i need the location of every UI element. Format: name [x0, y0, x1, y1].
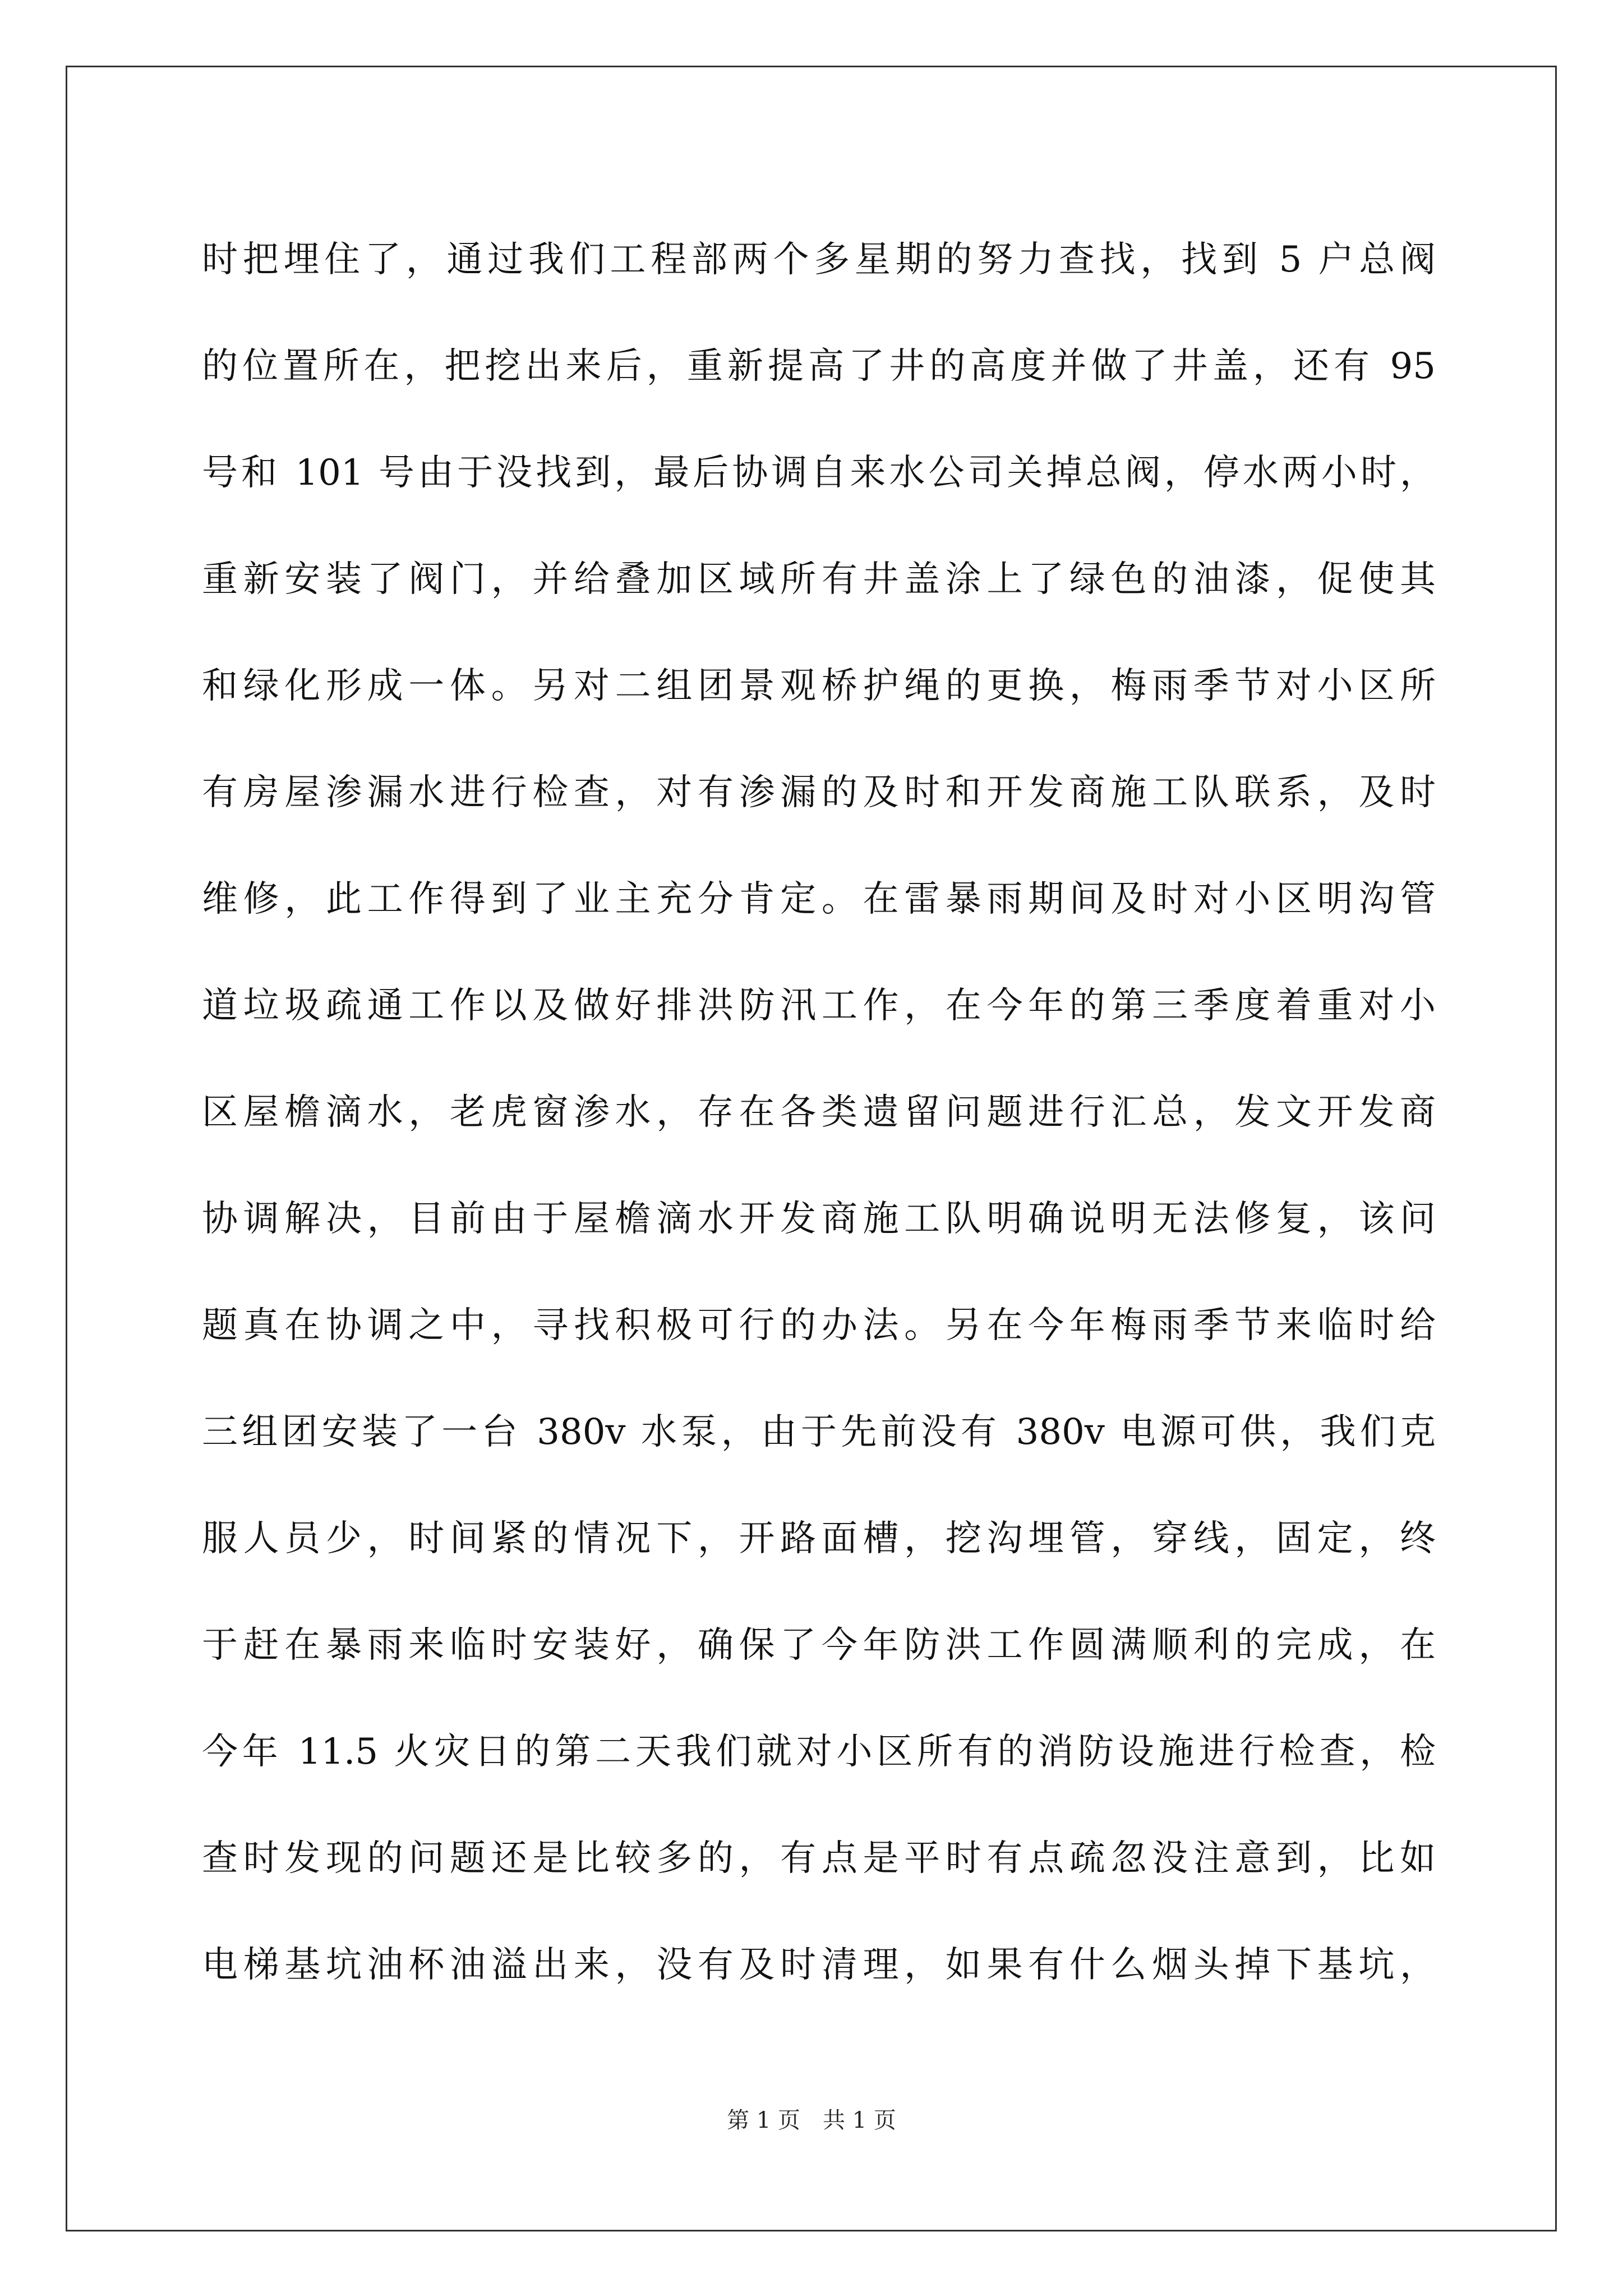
body-line-16: 查时发现的问题还是比较多的，有点是平时有点疏忽没注意到，比如: [202, 1838, 1436, 1879]
body-line-10: 协调解决，目前由于屋檐滴水开发商施工队明确说明无法修复，该问: [202, 1198, 1436, 1240]
body-line-2: 的位置所在，把挖出来后，重新提高了井的高度并做了井盖，还有 95: [202, 346, 1436, 387]
body-line-9: 区屋檐滴水，老虎窗渗水，存在各类遗留问题进行汇总，发文开发商: [202, 1092, 1436, 1133]
body-line-17: 电梯基坑油杯油溢出来，没有及时清理，如果有什么烟头掉下基坑，: [202, 1944, 1436, 1986]
body-line-5: 和绿化形成一体。另对二组团景观桥护绳的更换，梅雨季节对小区所: [202, 665, 1436, 707]
body-line-4: 重新安装了阀门，并给叠加区域所有井盖涂上了绿色的油漆，促使其: [202, 559, 1436, 600]
body-line-8: 道垃圾疏通工作以及做好排洪防汛工作，在今年的第三季度着重对小: [202, 985, 1436, 1027]
body-line-15: 今年 11.5 火灾日的第二天我们就对小区所有的消防设施进行检查，检: [202, 1731, 1436, 1773]
body-line-1: 时把埋住了，通过我们工程部两个多星期的努力查找，找到 5 户总阀: [202, 239, 1436, 280]
document-body: [202, 206, 1436, 2018]
body-line-3: 号和 101 号由于没找到，最后协调自来水公司关掉总阀，停水两小时，: [202, 452, 1436, 494]
body-line-14: 于赶在暴雨来临时安装好，确保了今年防洪工作圆满顺利的完成，在: [202, 1625, 1436, 1666]
body-line-13: 服人员少，时间紧的情况下，开路面槽，挖沟埋管，穿线，固定，终: [202, 1518, 1436, 1559]
page-number-footer: 第 1 页 共 1 页: [727, 2108, 896, 2133]
body-line-6: 有房屋渗漏水进行检查，对有渗漏的及时和开发商施工队联系，及时: [202, 772, 1436, 813]
body-line-12: 三组团安装了一台 380v 水泵，由于先前没有 380v 电源可供，我们克: [202, 1411, 1436, 1453]
body-line-11: 题真在协调之中，寻找积极可行的办法。另在今年梅雨季节来临时给: [202, 1305, 1436, 1346]
body-line-7: 维修，此工作得到了业主充分肯定。在雷暴雨期间及时对小区明沟管: [202, 878, 1436, 920]
